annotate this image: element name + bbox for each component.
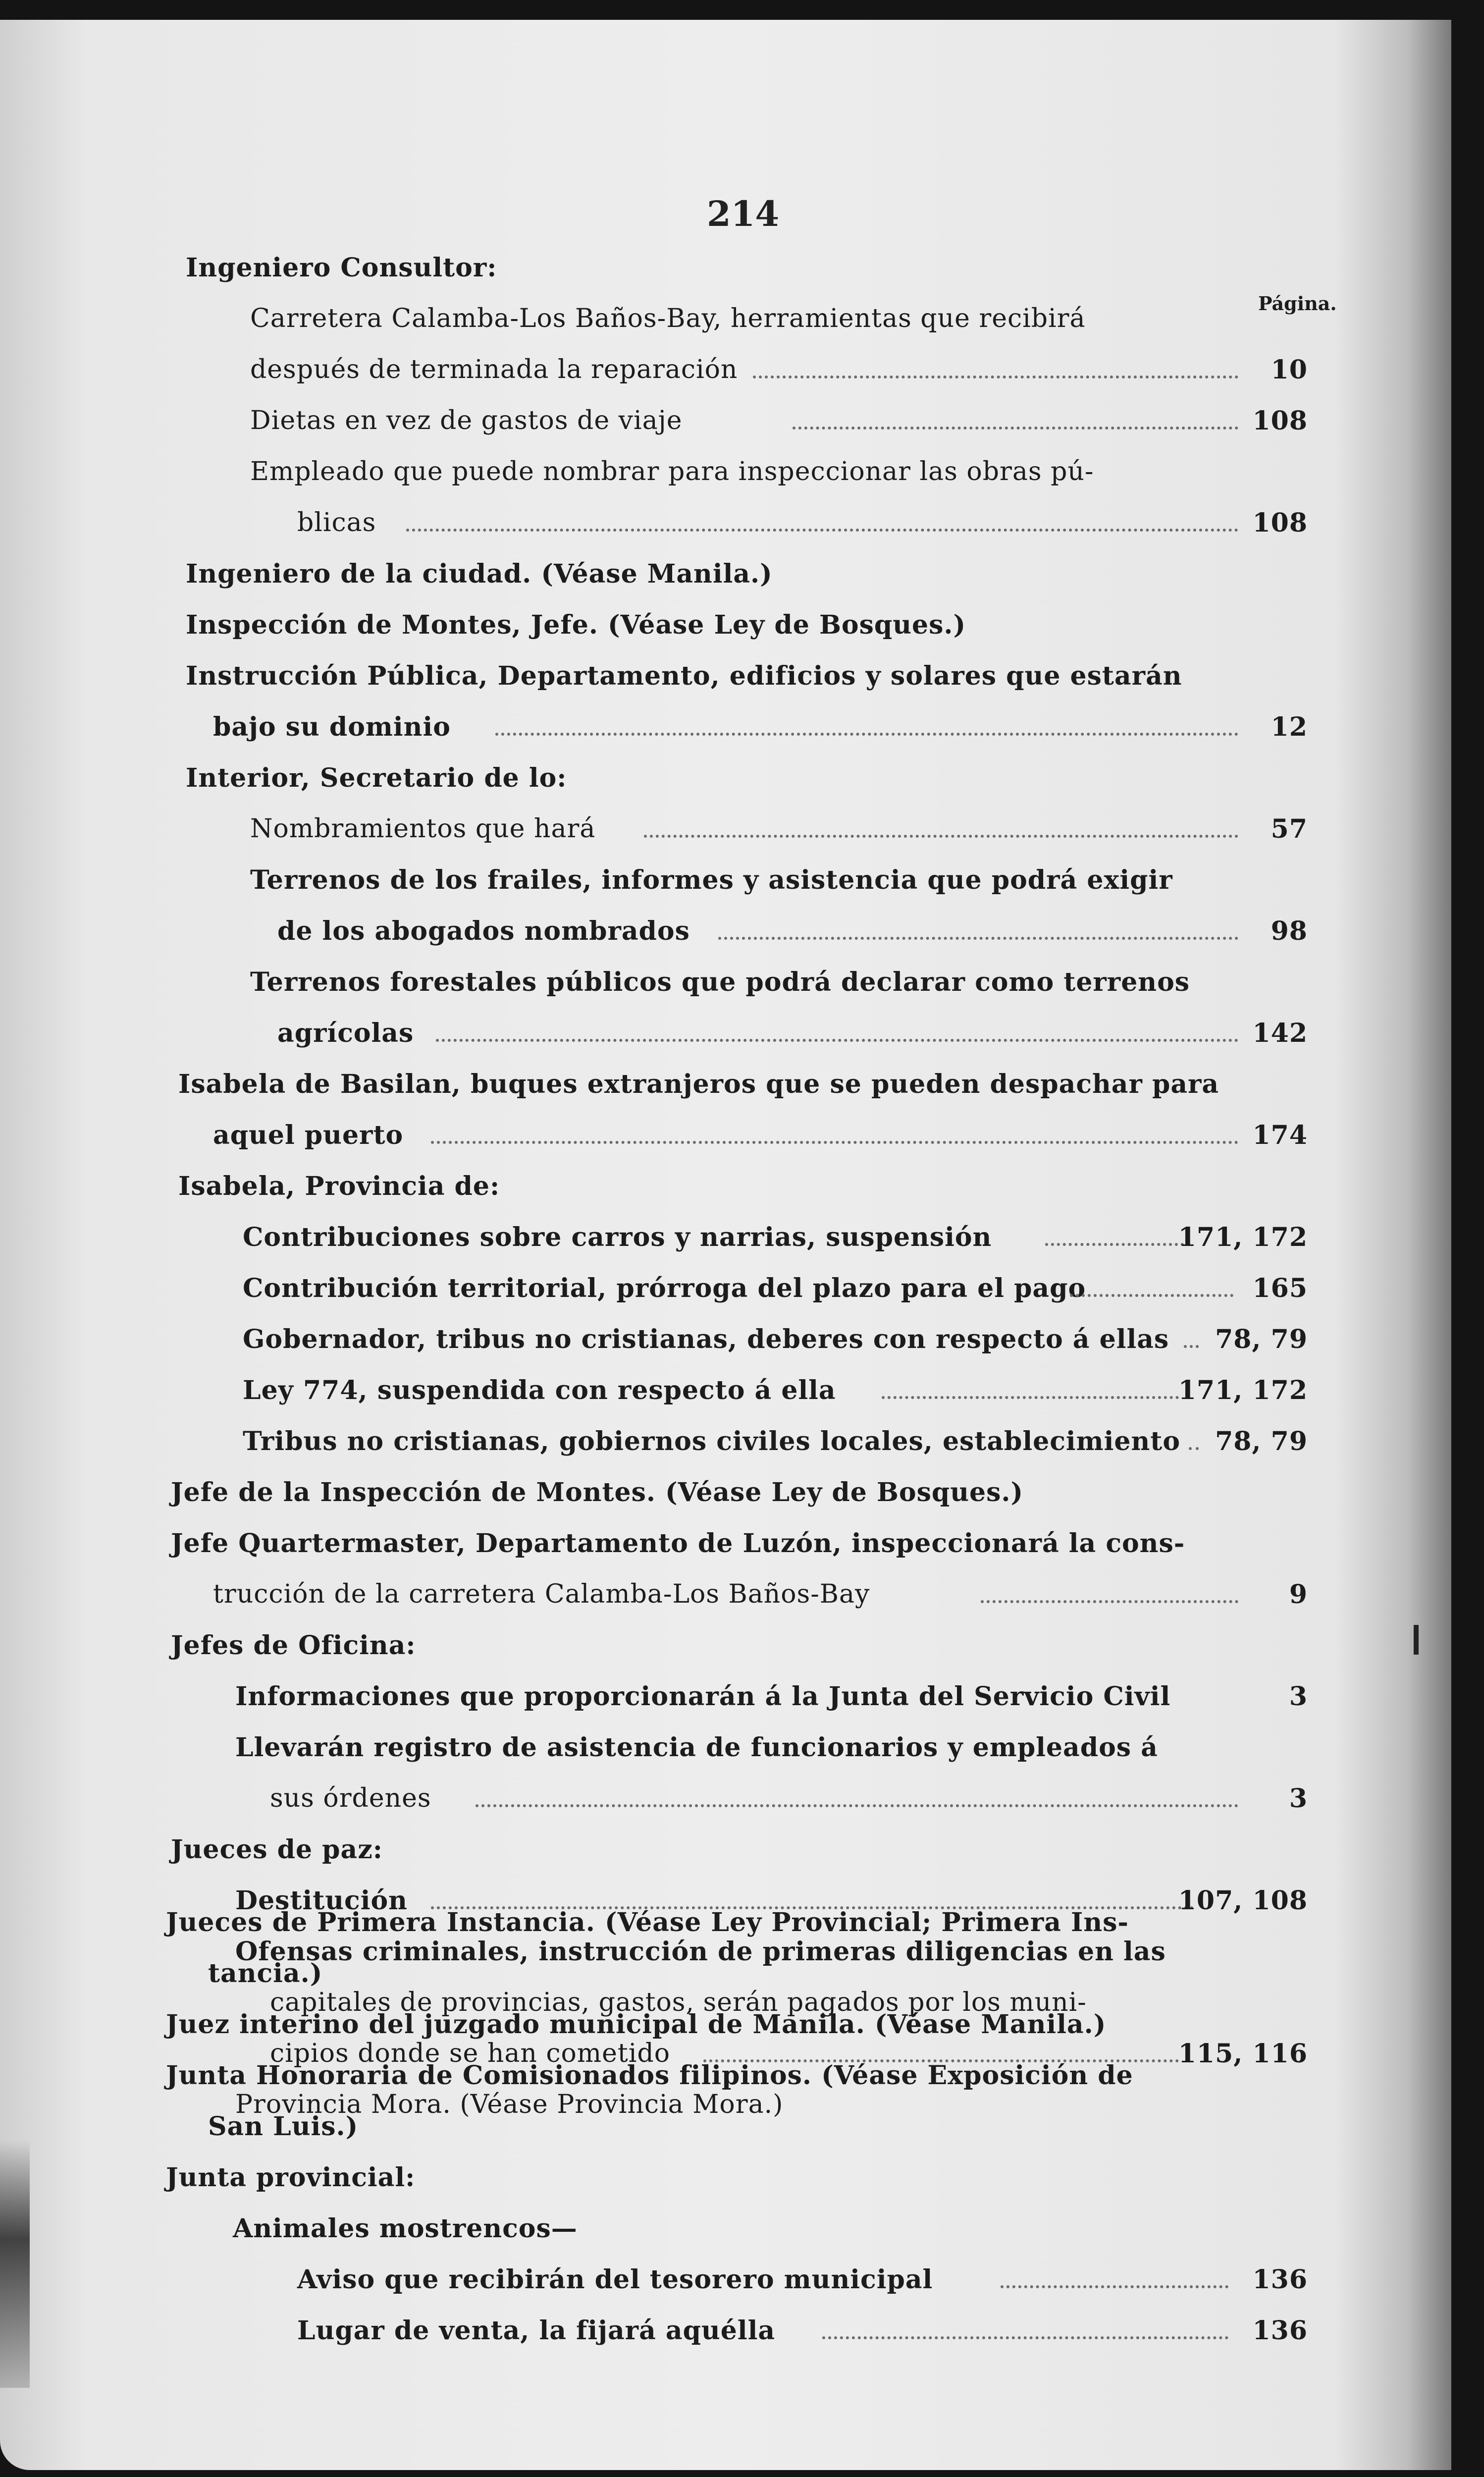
- entry-text: Animales mostrencos—: [233, 2213, 578, 2244]
- index-line: [0, 1324, 1451, 1364]
- entry-text: Destitución: [235, 1885, 408, 1916]
- entry-text: Terrenos forestales públicos que podrá declarar como terrenos: [250, 967, 1190, 997]
- entry-page: 78, 79: [1215, 1324, 1308, 1354]
- entry-page: 136: [1252, 2264, 1308, 2295]
- entry-text: Jefe Quartermaster, Departamento de Luzón, inspeccionará la cons-: [171, 1528, 1185, 1559]
- dot-leader: [1189, 1447, 1199, 1450]
- entry-text: Provincia Mora. (Véase Provincia Mora.): [235, 2090, 784, 2119]
- index-line: [0, 1528, 1451, 1568]
- entry-text: tancia.): [208, 1958, 323, 1989]
- index-line: [0, 1958, 1451, 1998]
- entry-page: 3: [1289, 1681, 1308, 1712]
- entry-text: bajo su dominio: [213, 712, 451, 742]
- index-line: [0, 610, 1451, 649]
- index-line: [0, 1069, 1451, 1109]
- entry-text: capitales de provincias, gastos, serán pagados por los muni-: [270, 1988, 1087, 2017]
- entry-text: Jefe de la Inspección de Montes. (Véase Ley de Bosques.): [171, 1477, 1024, 1508]
- dot-leader: [793, 427, 1238, 430]
- entry-text: blicas: [297, 508, 376, 538]
- index-line: [0, 559, 1451, 598]
- entry-page: 78, 79: [1215, 1426, 1308, 1456]
- dot-leader: [981, 1600, 1238, 1603]
- entry-text: Juez interino del juzgado municipal de Manila. (Véase Manila.): [166, 2009, 1107, 2040]
- entry-page: 9: [1289, 1579, 1308, 1610]
- dot-leader: [1001, 2285, 1228, 2288]
- index-line: [0, 712, 1451, 752]
- entry-text: después de terminada la reparación: [250, 355, 738, 384]
- index-line: [0, 253, 1451, 292]
- index-line: [0, 1732, 1451, 1772]
- entry-text: Llevarán registro de asistencia de funcionarios y empleados á: [235, 1732, 1158, 1763]
- entry-text: de los abogados nombrados: [277, 916, 690, 946]
- index-line: [0, 916, 1451, 956]
- index-line: [0, 1630, 1451, 1670]
- index-line: [0, 457, 1451, 496]
- index-line: [0, 1375, 1451, 1415]
- entry-text: Jueces de Primera Instancia. (Véase Ley Provincial; Primera Ins-: [166, 1907, 1129, 1938]
- entry-text: Contribución territorial, prórroga del plazo para el pago: [243, 1273, 1086, 1303]
- entry-text: Ingeniero Consultor:: [186, 253, 497, 283]
- book-page: [0, 20, 1451, 2470]
- index-line: [0, 2009, 1451, 2049]
- index-line: [0, 355, 1451, 394]
- entry-text: Lugar de venta, la fijará aquélla: [297, 2315, 776, 2346]
- dot-leader: [406, 529, 1238, 532]
- entry-page: 171, 172: [1178, 1375, 1308, 1405]
- entry-text: trucción de la carretera Calamba-Los Baños-Bay: [213, 1579, 870, 1609]
- dot-leader: [1184, 1345, 1199, 1348]
- binding-mark: [1414, 1625, 1419, 1655]
- entry-text: Ley 774, suspendida con respecto á ella: [243, 1375, 836, 1405]
- entry-text: Tribus no cristianas, gobiernos civiles locales, establecimiento: [243, 1426, 1181, 1456]
- entry-page: 107, 108: [1178, 1885, 1308, 1916]
- index-line: [0, 661, 1451, 700]
- index-line: [0, 865, 1451, 905]
- entry-text: Junta provincial:: [166, 2162, 416, 2193]
- entry-text: agrícolas: [277, 1018, 414, 1048]
- entry-text: Contribuciones sobre carros y narrias, suspensión: [243, 1222, 992, 1252]
- entry-text: Carretera Calamba-Los Baños-Bay, herramientas que recibirá: [250, 304, 1086, 333]
- index-line: [0, 2315, 1451, 2355]
- entry-page: 98: [1271, 916, 1308, 946]
- entry-text: Junta Honoraria de Comisionados filipinos. (Véase Exposición de: [166, 2060, 1133, 2091]
- page-number: 214: [706, 193, 780, 234]
- index-line: [0, 1120, 1451, 1160]
- index-line: [0, 1783, 1451, 1823]
- entry-text: Ingeniero de la ciudad. (Véase Manila.): [186, 559, 773, 589]
- entry-text: Jefes de Oficina:: [171, 1630, 416, 1661]
- entry-text: Isabela, Provincia de:: [178, 1171, 500, 1201]
- entry-page: 136: [1252, 2315, 1308, 2346]
- index-line: [0, 1222, 1451, 1262]
- index-line: [0, 1579, 1451, 1619]
- index-line: [0, 814, 1451, 854]
- index-line: [0, 406, 1451, 445]
- entry-page: 108: [1252, 406, 1308, 436]
- dot-leader: [495, 733, 1238, 736]
- index-line: [0, 508, 1451, 547]
- entry-page: 115, 116: [1178, 2039, 1308, 2069]
- entry-page: 108: [1252, 508, 1308, 538]
- entry-text: San Luis.): [208, 2111, 359, 2142]
- entry-text: Dietas en vez de gastos de viaje: [250, 406, 683, 435]
- entry-text: Jueces de paz:: [171, 1834, 383, 1865]
- index-line: [0, 967, 1451, 1007]
- entry-page: 3: [1289, 1783, 1308, 1814]
- column-header-pagina: Página.: [1258, 292, 1337, 315]
- index-line: [0, 1171, 1451, 1211]
- entry-text: Aviso que recibirán del tesorero municipal: [297, 2264, 933, 2295]
- entry-text: sus órdenes: [270, 1783, 431, 1813]
- index-line: [0, 1834, 1451, 1874]
- entry-page: 174: [1252, 1120, 1308, 1150]
- index-line: [0, 2213, 1451, 2253]
- entry-page: 142: [1252, 1018, 1308, 1048]
- entry-text: aquel puerto: [213, 1120, 404, 1150]
- entry-text: Nombramientos que hará: [250, 814, 596, 844]
- dot-leader: [1070, 1294, 1233, 1297]
- index-line: [0, 1681, 1451, 1721]
- index-line: [0, 1018, 1451, 1058]
- index-line: [0, 2060, 1451, 2100]
- entry-page: 10: [1271, 355, 1308, 385]
- index-line: [0, 304, 1451, 343]
- index-line: [0, 2111, 1451, 2151]
- index-line: [0, 1273, 1451, 1313]
- entry-text: Isabela de Basilan, buques extranjeros que se pueden despachar para: [178, 1069, 1219, 1099]
- index-line: [0, 763, 1451, 803]
- dot-leader: [644, 835, 1238, 838]
- dot-leader: [431, 1141, 1238, 1144]
- entry-text: Gobernador, tribus no cristianas, deberes con respecto á ellas: [243, 1324, 1169, 1354]
- index-line: [0, 1907, 1451, 1947]
- dot-leader: [753, 376, 1238, 378]
- index-line: [0, 2264, 1451, 2304]
- entry-text: Informaciones que proporcionarán á la Junta del Servicio Civil: [235, 1681, 1171, 1712]
- dot-leader: [1045, 1243, 1184, 1246]
- entry-text: cipios donde se han cometido: [270, 2039, 670, 2068]
- dot-leader: [718, 937, 1238, 940]
- entry-text: Empleado que puede nombrar para inspeccionar las obras pú-: [250, 457, 1094, 486]
- index-line: [0, 1426, 1451, 1466]
- index-line: [0, 2162, 1451, 2202]
- dot-leader: [476, 1804, 1238, 1807]
- dot-leader: [882, 1396, 1179, 1399]
- entry-text: Inspección de Montes, Jefe. (Véase Ley de Bosques.): [186, 610, 966, 640]
- dot-leader: [822, 2336, 1228, 2339]
- entry-page: 171, 172: [1178, 1222, 1308, 1252]
- scan-shadow: [0, 2140, 30, 2388]
- entry-text: Interior, Secretario de lo:: [186, 763, 567, 793]
- dot-leader: [436, 1039, 1238, 1042]
- entry-page: 165: [1252, 1273, 1308, 1303]
- entry-text: Instrucción Pública, Departamento, edificios y solares que estarán: [186, 661, 1182, 691]
- index-entries: [0, 253, 1451, 2135]
- entry-text: Ofensas criminales, instrucción de primeras diligencias en las: [235, 1937, 1166, 1967]
- index-line: [0, 1477, 1451, 1517]
- entry-text: Terrenos de los frailes, informes y asistencia que podrá exigir: [250, 865, 1173, 895]
- entry-page: 57: [1271, 814, 1308, 844]
- entry-page: 12: [1271, 712, 1308, 742]
